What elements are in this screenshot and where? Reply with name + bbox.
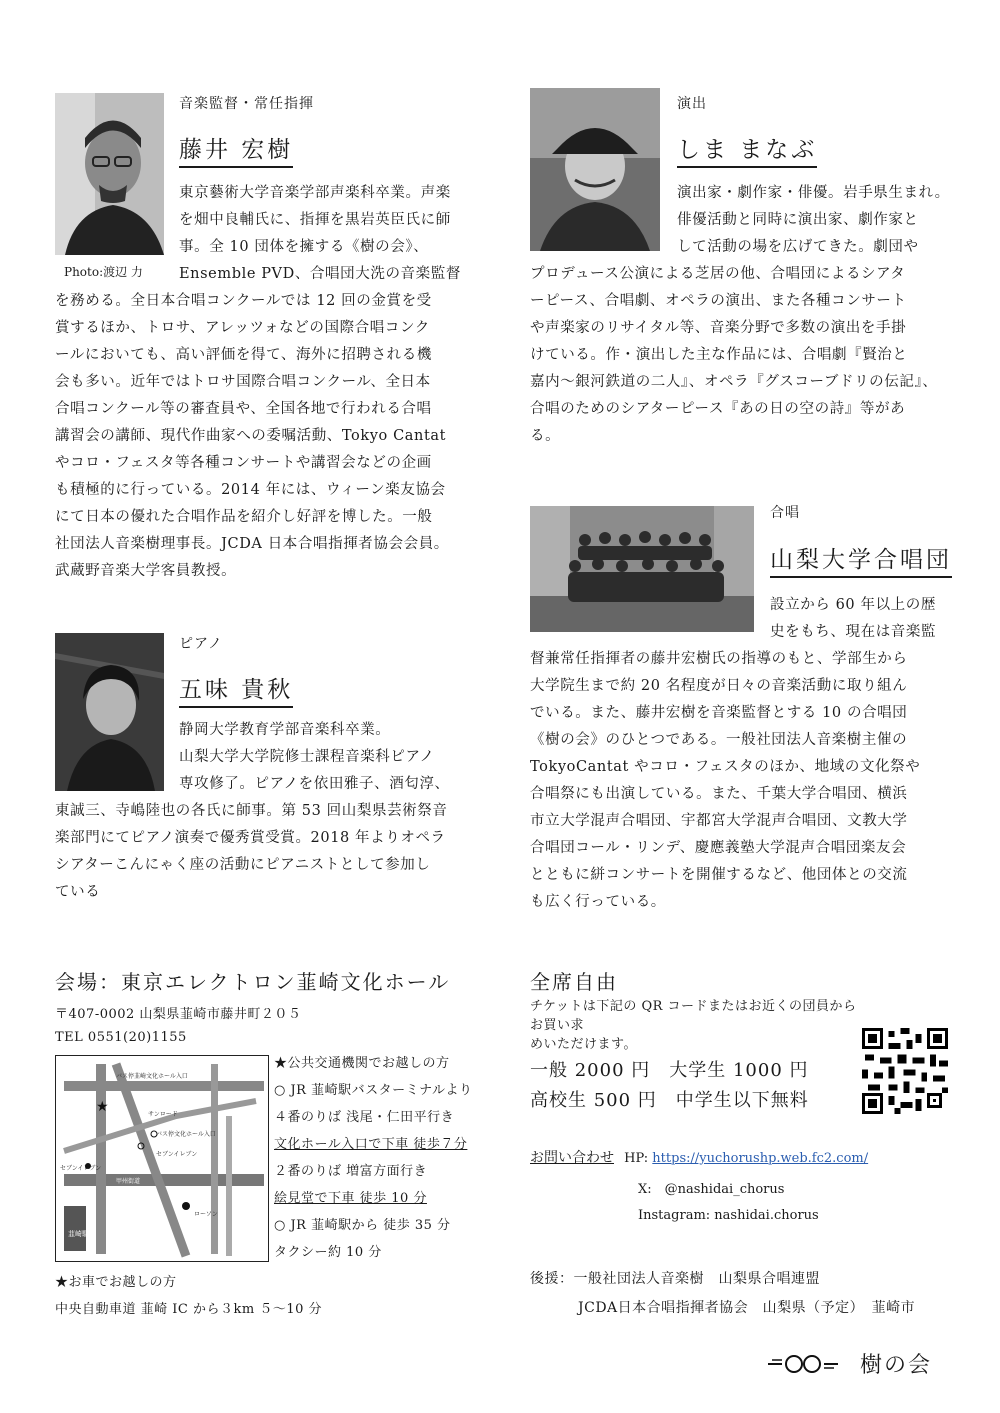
bio-line: プロデュース公演による芝居の他、合唱団によるシアタ — [530, 266, 906, 282]
hp-label: HP: — [624, 1151, 649, 1166]
price-line: 一般 2000 円 大学生 1000 円 — [530, 1060, 809, 1081]
pianist-bio-short — [179, 717, 475, 798]
direction-line: ○ JR 韮崎駅から 徒歩 35 分 — [274, 1218, 451, 1233]
bio-line: 設立から 60 年以上の歴 — [770, 597, 936, 613]
sponsors-line2: JCDA日本合唱指揮者協会 山梨県（予定） 韮崎市 — [578, 1300, 916, 1316]
tickets-title: 全席自由 — [530, 970, 618, 994]
bio-line: 東誠三、寺嶋陸也の各氏に師事。第 53 回山梨県芸術祭音 — [55, 803, 448, 819]
bio-line: 合唱のためのシアターピース『あの日の空の詩』等があ — [530, 401, 906, 417]
venue-title: 会場：東京エレクトロン韮崎文化ホール — [55, 970, 451, 994]
bio-line: 講習会の講師、現代作曲家への委嘱活動、Tokyo Cantat — [55, 428, 447, 444]
bio-line: 山梨大学大学院修士課程音楽科ピアノ — [179, 749, 435, 765]
access-map — [55, 1055, 269, 1262]
logo-text: 樹の会 — [860, 1353, 933, 1378]
bio-line: や声楽家のリサイタル等、音楽分野で多数の演出を手掛 — [530, 320, 907, 336]
bio-line: 東京藝術大学音楽学部声楽科卒業。声楽 — [179, 185, 451, 201]
bio-line: 《樹の会》のひとつである。一般社団法人音楽樹主催の — [530, 732, 908, 748]
bio-line: を務める。全日本合唱コンクールでは 12 回の金賞を受 — [55, 293, 432, 309]
bio-line: も広く行っている。 — [530, 894, 666, 910]
public-transport-heading: ★公共交通機関でお越しの方 — [274, 1056, 450, 1071]
conductor-role: 音楽監督・常任指揮 — [179, 96, 314, 112]
bio-line: やコロ・フェスタ等各種コンサートや講習会などの企画 — [55, 455, 432, 471]
bio-line: ーピース、合唱劇、オペラの演出、また各種コンサート — [530, 293, 907, 309]
bio-line: 賞するほか、トロサ、アレッツォなどの国際合唱コンク — [55, 320, 430, 336]
bio-line: 事。全 10 団体を擁する《樹の会》、 — [179, 239, 429, 255]
bio-line: 市立大学混声合唱団、宇都宮大学混声合唱団、文教大学 — [530, 813, 908, 829]
logo-mark-icon — [768, 1352, 852, 1376]
map-label: ローソン — [194, 1211, 218, 1218]
bio-line: でいる。また、藤井宏樹を音楽監督とする 10 の合唱団 — [530, 705, 908, 721]
bio-line: 嘉内〜銀河鉄道の二人』、オペラ『グスコーブドリの伝記』、 — [530, 374, 938, 390]
bio-line: る。 — [530, 428, 561, 444]
director-role: 演出 — [677, 96, 707, 112]
bio-line: 史をもち、現在は音楽監 — [770, 624, 937, 640]
car-heading: ★お車でお越しの方 — [55, 1275, 177, 1290]
director-name: しま まなぶ — [677, 131, 817, 168]
direction-line: ○ JR 韮崎駅バスターミナルより — [274, 1083, 473, 1098]
bio-line: 合唱コンクール等の審査員や、全国各地で行われる合唱 — [55, 401, 432, 417]
x-account[interactable]: X: @nashidai_chorus — [638, 1182, 785, 1197]
choir-role: 合唱 — [770, 505, 800, 521]
direction-line: 絵見堂で下車 徒歩 10 分 — [274, 1191, 427, 1206]
bio-line: 俳優活動と同時に演出家、劇作家と — [677, 212, 919, 228]
bio-line: Ensemble PVD、合唱団大洗の音楽監督 — [179, 266, 461, 282]
tickets-note — [530, 997, 860, 1054]
direction-line: 文化ホール入口で下車 徒歩７分 — [274, 1137, 468, 1152]
conductor-bio-short — [179, 180, 475, 288]
choir-name: 山梨大学合唱団 — [770, 541, 952, 578]
homepage-link[interactable]: https://yuchorushp.web.fc2.com/ — [652, 1151, 869, 1166]
ticket-qr-code[interactable] — [862, 1028, 948, 1114]
instagram-account[interactable]: Instagram: nashidai.chorus — [638, 1208, 819, 1223]
bio-line: 専攻修了。ピアノを依田雅子、酒匂淳、 — [179, 776, 450, 792]
bio-line: 武蔵野音楽大学客員教授。 — [55, 563, 237, 579]
star-icon: ★ — [96, 1099, 109, 1115]
map-label: 甲州街道 — [116, 1178, 141, 1185]
public-transport-directions — [274, 1050, 484, 1266]
conductor-photo — [55, 93, 164, 255]
map-label: バス停韮崎文化ホール入口 — [116, 1073, 188, 1080]
venue-address: 〒407-0002 山梨県韮崎市藤井町２０５ — [55, 1007, 302, 1022]
map-label: バス停文化ホール入口 — [156, 1131, 216, 1138]
tickets-note-line: チケットは下記の QR コードまたはお近くの団員からお買い求 — [530, 999, 857, 1033]
director-bio-short — [677, 180, 955, 261]
logo — [768, 1348, 948, 1378]
bio-line: 合唱団コール・リンデ、慶應義塾大学混声合唱団楽友会 — [530, 840, 907, 856]
bio-line: も積極的に行っている。2014 年には、ウィーン楽友協会 — [55, 482, 446, 498]
bio-line: とともに絣コンサートを開催するなど、他団体との交流 — [530, 867, 908, 883]
map-label-station: 韮崎駅 — [68, 1230, 89, 1238]
director-photo — [530, 88, 660, 251]
bio-line: 楽部門にてピアノ演奏で優秀賞受賞。2018 年よりオペラ — [55, 830, 446, 846]
map-label: サンロード — [148, 1111, 178, 1118]
bio-line: ールにおいても、高い評価を得て、海外に招聘される機 — [55, 347, 432, 363]
bio-line: ている — [55, 884, 101, 900]
map-label: セブンイレブン — [60, 1165, 102, 1172]
bio-line: 会も多い。近年ではトロサ国際合唱コンクール、全日本 — [55, 374, 431, 390]
director-bio-full — [530, 261, 955, 450]
venue-tel: TEL 0551(20)1155 — [55, 1030, 187, 1045]
map-label: セブンイレブン — [156, 1151, 198, 1158]
photo-credit: Photo:渡辺 力 — [64, 265, 143, 279]
pianist-photo — [55, 633, 164, 791]
bio-line: 大学院生まで約 20 名程度が日々の音楽活動に取り組ん — [530, 678, 908, 694]
pianist-role: ピアノ — [179, 636, 223, 652]
bio-line: けている。作・演出した主な作品には、合唱劇『賢治と — [530, 347, 908, 363]
direction-line: ４番のりば 浅尾・仁田平行き — [274, 1110, 455, 1125]
choir-photo — [530, 506, 754, 632]
bio-line: 静岡大学教育学部音楽科卒業。 — [179, 722, 391, 738]
car-directions: 中央自動車道 韮崎 IC から３km ５〜10 分 — [55, 1302, 322, 1317]
pianist-name: 五味 貴秋 — [179, 671, 293, 708]
choir-bio-short — [770, 592, 955, 646]
bio-line: 演出家・劇作家・俳優。岩手県生まれ。 — [677, 185, 950, 201]
bio-line: シアターこんにゃく座の活動にピアニストとして参加し — [55, 857, 431, 873]
ticket-prices — [530, 1056, 809, 1116]
pianist-bio-full — [55, 798, 475, 906]
bio-line: 社団法人音楽樹理事長。JCDA 日本合唱指揮者協会会員。 — [55, 536, 449, 552]
bio-line: 合唱祭にも出演している。また、千葉大学合唱団、横浜 — [530, 786, 908, 802]
choir-bio-full — [530, 646, 955, 916]
bio-line: して活動の場を広げてきた。劇団や — [677, 239, 919, 255]
convenience-store-icon — [182, 1202, 190, 1210]
direction-line: ２番のりば 増富方面行き — [274, 1164, 428, 1179]
bio-line: を畑中良輔氏に、指揮を黒岩英臣氏に師 — [179, 212, 451, 228]
bio-line: TokyoCantat やコロ・フェスタのほか、地域の文化祭や — [530, 759, 921, 775]
price-line: 高校生 500 円 中学生以下無料 — [530, 1090, 809, 1111]
direction-line: タクシー約 10 分 — [274, 1245, 382, 1260]
contact-label: お問い合わせ — [530, 1150, 614, 1166]
bio-line: 督兼常任指揮者の藤井宏樹氏の指導のもと、学部生から — [530, 651, 908, 667]
tickets-note-line: めいただけます。 — [530, 1037, 637, 1052]
conductor-bio-full — [55, 288, 475, 585]
conductor-name: 藤井 宏樹 — [179, 131, 293, 168]
contact-block — [530, 1147, 950, 1167]
sponsors-line1: 後援：一般社団法人音楽樹 山梨県合唱連盟 — [530, 1271, 820, 1287]
bio-line: にて日本の優れた合唱作品を紹介し好評を博した。一般 — [55, 509, 433, 525]
